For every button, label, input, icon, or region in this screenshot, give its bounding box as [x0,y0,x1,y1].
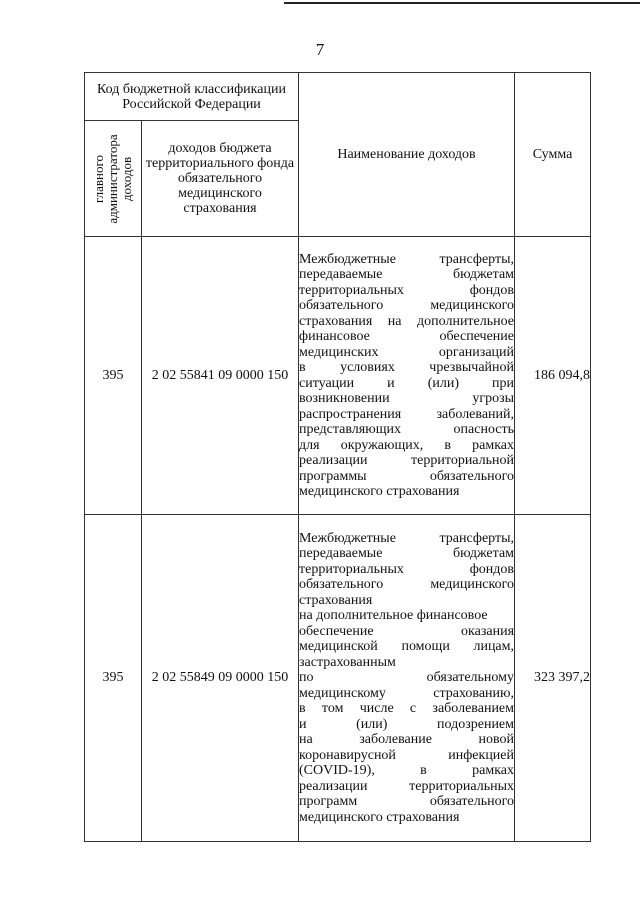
name-line: медицинских организаций [299,344,515,360]
name-line: медицинского страхования [299,484,460,499]
name-line: территориальных фондов [299,561,515,577]
name-line: финансовое обеспечение [299,329,515,344]
header-income [142,121,299,237]
name-line: по обязательному [299,670,515,686]
page-number: 7 [315,40,325,59]
name-line: Межбюджетные трансферты, [299,530,515,546]
row-admin-code: 395 [85,237,142,515]
row-income-name [299,237,515,515]
name-line: на заболевание новой [299,732,515,748]
name-line: представляющих опасность [299,422,515,437]
name-line: передаваемые бюджетам [299,546,515,562]
name-line: передаваемые бюджетам [299,267,515,282]
name-line: обеспечение оказания [299,623,515,639]
name-line: в условиях чрезвычайной [299,360,515,375]
row-sum: 323 397,2 [515,515,591,842]
name-line: распространения заболеваний, [299,406,515,422]
name-line: территориальных фондов [299,282,515,298]
name-line: медицинскому страхованию, [299,685,515,701]
name-line: ситуации и (или) при [299,375,515,391]
name-line: программы обязательного [299,468,515,484]
name-line: застрахованным [299,654,396,670]
name-line: в том числе с заболеванием [299,701,515,717]
name-line: обязательного медицинского [299,298,515,313]
name-line: для окружающих, в рамках [299,437,515,453]
header-sum-label: Сумма [532,146,573,162]
name-line: страхования на дополнительное [299,313,515,329]
name-line: (COVID-19), в рамках [299,763,515,779]
row-income-code: 2 02 55849 09 0000 150 [142,515,299,842]
row-income-code: 2 02 55841 09 0000 150 [142,237,299,515]
name-line: реализации территориальных [299,778,515,794]
header-admin [85,121,142,237]
name-line: коронавирусной инфекцией [299,747,515,763]
name-line: медицинской помощи лицам, [299,639,515,655]
name-line: и (или) подозрением [299,716,515,732]
header-name [299,73,515,237]
name-line: Межбюджетные трансферты, [299,251,515,267]
row-income-name [299,515,515,842]
table-row [85,515,591,842]
row-sum: 186 094,8 [515,237,591,515]
header-income-label: доходов бюджета территориального фонда обязательного медицинского страхования [145,141,295,216]
name-line: возникновении угрозы [299,391,515,406]
header-code-group [85,73,299,121]
name-line: реализации территориальной [299,453,515,468]
name-line: обязательного медицинского [299,577,515,593]
name-line: страхования [299,592,373,608]
header-admin-label: главного администратора доходов [91,133,134,224]
table-row [85,237,591,515]
top-rule [284,2,640,4]
header-name-label: Наименование доходов [337,146,476,162]
budget-table [84,72,591,842]
name-line: на дополнительное финансовое [299,608,488,624]
header-code-group-label: Код бюджетной классификации Российской Федерации [97,81,286,112]
header-sum [515,73,591,237]
name-line: медицинского страхования [299,809,460,825]
name-line: программ обязательного [299,794,515,810]
row-admin-code: 395 [85,515,142,842]
